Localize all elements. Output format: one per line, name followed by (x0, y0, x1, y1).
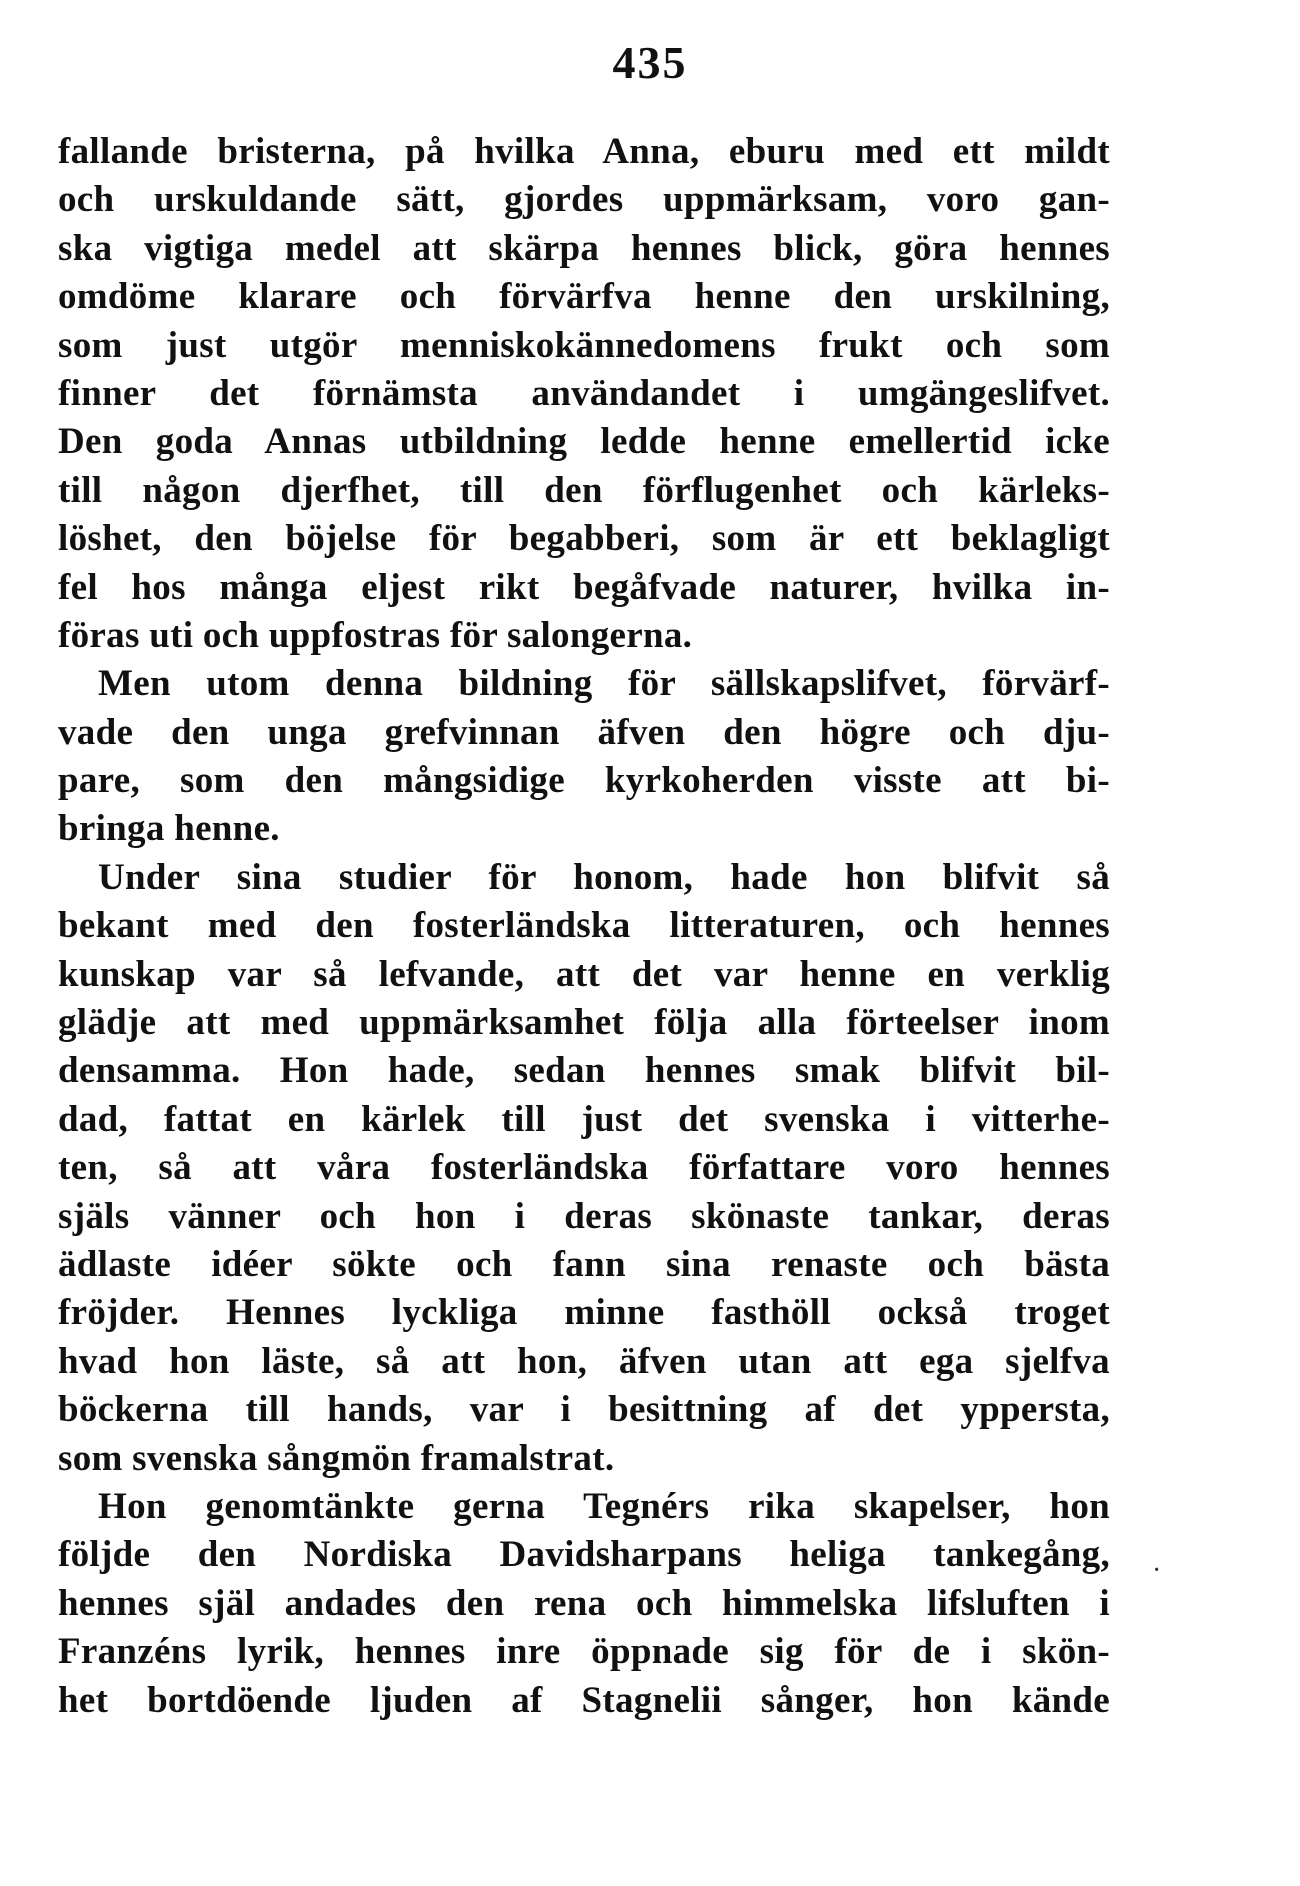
text-line: vade den unga grefvinnan äfven den högre och dju- (58, 711, 1110, 753)
text-line: ten, så att våra fosterländska författare voro hennes (58, 1147, 1110, 1189)
text-line: föras uti och uppfostras för salongerna. (58, 614, 693, 656)
text-line: till någon djerfhet, till den förflugenhet och kärleks- (58, 469, 1110, 511)
text-line: löshet, den böjelse för begabberi, som är ett beklagligt (58, 518, 1110, 560)
page-number: 435 (612, 37, 688, 88)
text-line: glädje att med uppmärksamhet följa alla förteelser inom (58, 1002, 1110, 1044)
text-line: pare, som den mångsidige kyrkoherden visste att bi- (58, 760, 1110, 802)
text-line: bringa henne. (58, 808, 280, 850)
text-line: omdöme klarare och förvärfva henne den urskilning, (58, 276, 1110, 318)
stray-mark: · (1152, 1555, 1162, 1586)
text-line: fallande bristerna, på hvilka Anna, eburu med ett mildt (58, 131, 1110, 172)
text-line: ädlaste idéer sökte och fann sina renaste och bästa (58, 1243, 1110, 1285)
text-line: som svenska sångmön framalstrat. (58, 1437, 615, 1479)
text-line: Men utom denna bildning för sällskapslifvet, förvärf- (98, 663, 1110, 705)
text-line: fröjder. Hennes lyckliga minne fasthöll också troget (58, 1292, 1110, 1334)
text-line: finner det förnämsta användandet i umgängeslifvet. (58, 372, 1110, 414)
text-line: het bortdöende ljuden af Stagnelii sånger, hon kände (58, 1679, 1110, 1721)
text-line: Hon genomtänkte gerna Tegnérs rika skapelser, hon (98, 1485, 1110, 1527)
text-line: dad, fattat en kärlek till just det svenska i vitterhe- (58, 1098, 1110, 1140)
text-line: böckerna till hands, var i besittning af det yppersta, (58, 1389, 1110, 1431)
text-line: fel hos många eljest rikt begåfvade naturer, hvilka in- (58, 566, 1110, 608)
text-line: hvad hon läste, så att hon, äfven utan att ega sjelfva (58, 1340, 1110, 1382)
text-line: Under sina studier för honom, hade hon blifvit så (98, 856, 1110, 898)
text-line: som just utgör menniskokännedomens frukt och som (58, 324, 1110, 366)
text-line: hennes själ andades den rena och himmelska lifsluften i (58, 1582, 1110, 1624)
body-text (58, 128, 1110, 1725)
text-line: själs vänner och hon i deras skönaste tankar, deras (58, 1195, 1110, 1237)
text-line: kunskap var så lefvande, att det var henne en verklig (58, 953, 1110, 995)
text-line: och urskuldande sätt, gjordes uppmärksam, voro gan- (58, 179, 1110, 221)
text-line: bekant med den fosterländska litteraturen, och hennes (58, 905, 1110, 947)
text-line: Den goda Annas utbildning ledde henne emellertid icke (58, 421, 1110, 463)
text-line: ska vigtiga medel att skärpa hennes blick, göra hennes (58, 227, 1110, 269)
text-line: densamma. Hon hade, sedan hennes smak blifvit bil- (58, 1050, 1110, 1092)
text-line: följde den Nordiska Davidsharpans heliga tankegång, (58, 1534, 1110, 1576)
text-line: Franzéns lyrik, hennes inre öppnade sig för de i skön- (58, 1631, 1110, 1673)
